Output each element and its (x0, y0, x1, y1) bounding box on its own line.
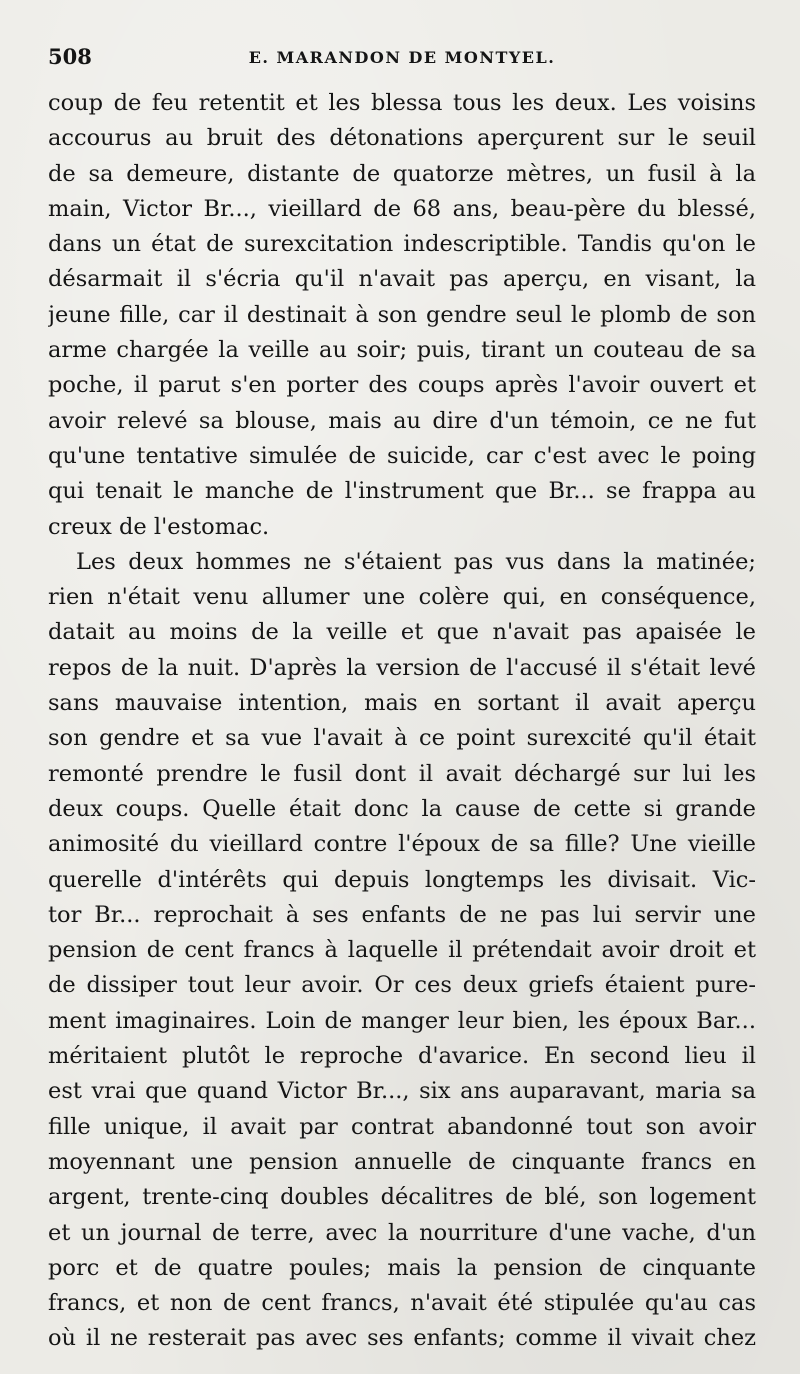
text-line: sans mauvaise intention, mais en sortant il avait aperçu (48, 690, 756, 717)
text-line: coup de feu retentit et les blessa tous les deux. Les voisins (48, 90, 756, 116)
text-line: arme chargée la veille au soir; puis, tirant un couteau de sa (48, 337, 756, 364)
text-line: porc et de quatre poules; mais la pension de cinquante (48, 1254, 756, 1281)
body-text (48, 86, 756, 1357)
text-line: jeune fille, car il destinait à son gendre seul le plomb de son (48, 301, 756, 328)
text-line: repos de la nuit. D'après la version de l'accusé il s'était levé (48, 654, 756, 681)
text-line: francs, et non de cent francs, n'avait été stipulée qu'au cas (48, 1290, 756, 1317)
text-line: main, Victor Br..., vieillard de 68 ans, beau-père du blessé, (48, 195, 756, 222)
text-line: animosité du vieillard contre l'époux de sa fille? Une vieille (48, 831, 756, 858)
text-line: avoir relevé sa blouse, mais au dire d'un témoin, ce ne fut (48, 407, 756, 434)
text-line: son gendre et sa vue l'avait à ce point surexcité qu'il était (48, 725, 756, 752)
running-title: E. MARANDON DE MONTYEL. (248, 48, 556, 67)
paragraph (48, 545, 756, 1357)
text-line: Les deux hommes ne s'étaient pas vus dans la matinée; (76, 548, 756, 575)
text-line: méritaient plutôt le reproche d'avarice. En second lieu il (48, 1043, 756, 1070)
text-line: fille unique, il avait par contrat abandonné tout son avoir (48, 1113, 756, 1140)
text-line: moyennant une pension annuelle de cinquante francs en (48, 1148, 756, 1175)
text-line: remonté prendre le fusil dont il avait déchargé sur lui les (48, 760, 756, 787)
text-line: où il ne resterait pas avec ses enfants; comme il vivait chez (48, 1325, 756, 1352)
text-line: pension de cent francs à laquelle il prétendait avoir droit et (48, 937, 756, 964)
text-line: est vrai que quand Victor Br..., six ans auparavant, maria sa (48, 1078, 756, 1105)
text-line: de dissiper tout leur avoir. Or ces deux griefs étaient pure- (48, 972, 756, 999)
text-line: deux coups. Quelle était donc la cause de cette si grande (48, 795, 756, 822)
paragraph (48, 86, 756, 545)
text-line: querelle d'intérêts qui depuis longtemps les divisait. Vic- (48, 866, 756, 893)
text-line: de sa demeure, distante de quatorze mètres, un fusil à la (48, 160, 756, 187)
text-line: rien n'était venu allumer une colère qui, en conséquence, (48, 584, 756, 611)
text-line: creux de l'estomac. (48, 513, 270, 540)
text-line: dans un état de surexcitation indescriptible. Tandis qu'on le (48, 231, 756, 258)
text-line: qu'une tentative simulée de suicide, car c'est avec le poing (48, 442, 756, 469)
text-line: datait au moins de la veille et que n'avait pas apaisée le (48, 619, 756, 646)
text-line: accourus au bruit des détonations aperçurent sur le seuil (48, 125, 756, 152)
text-line: poche, il parut s'en porter des coups après l'avoir ouvert et (48, 372, 756, 399)
text-line: tor Br... reprochait à ses enfants de ne pas lui servir une (48, 901, 756, 928)
text-line: désarmait il s'écria qu'il n'avait pas aperçu, en visant, la (48, 266, 756, 293)
text-line: ment imaginaires. Loin de manger leur bien, les époux Bar... (48, 1007, 756, 1034)
text-line: qui tenait le manche de l'instrument que Br... se frappa au (48, 478, 756, 505)
running-head (48, 36, 756, 80)
page-number: 508 (48, 44, 92, 69)
text-line: et un journal de terre, avec la nourriture d'une vache, d'un (48, 1219, 756, 1246)
text-line: argent, trente-cinq doubles décalitres de blé, son logement (48, 1184, 756, 1211)
